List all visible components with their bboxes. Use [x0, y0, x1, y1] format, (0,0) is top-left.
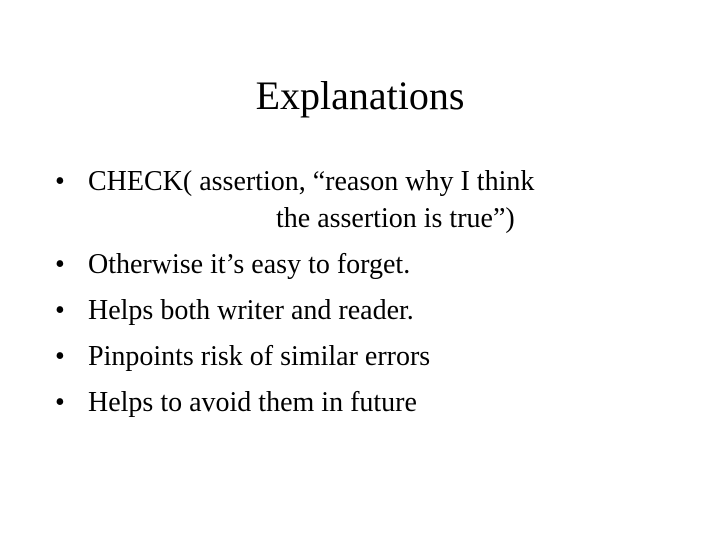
- bullet-icon: •: [55, 295, 65, 326]
- bullet-text: Helps to avoid them in future: [88, 387, 417, 418]
- bullet-icon: •: [55, 341, 65, 372]
- list-item: [0, 387, 720, 419]
- bullet-icon: •: [55, 249, 65, 280]
- bullet-text: CHECK( assertion, “reason why I think: [88, 166, 535, 197]
- bullet-text: Otherwise it’s easy to forget.: [88, 249, 411, 280]
- slide-title: Explanations: [255, 73, 465, 118]
- list-item: [0, 166, 720, 198]
- bullet-icon: •: [55, 166, 65, 197]
- bullet-text-continuation: the assertion is true”): [276, 203, 515, 234]
- bullet-text: Helps both writer and reader.: [88, 295, 414, 326]
- bullet-icon: •: [55, 387, 65, 418]
- list-item-continuation: [0, 203, 720, 235]
- list-item: [0, 341, 720, 373]
- list-item: [0, 295, 720, 327]
- list-item: [0, 249, 720, 281]
- bullet-text: Pinpoints risk of similar errors: [88, 341, 431, 372]
